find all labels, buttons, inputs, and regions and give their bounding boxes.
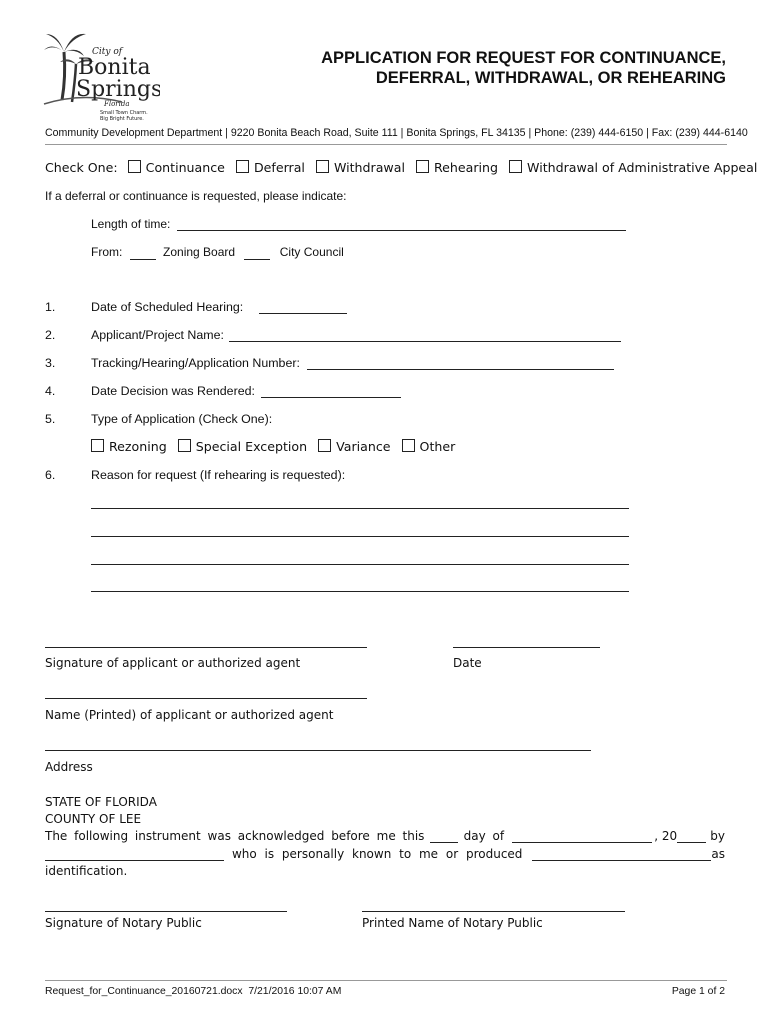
footer-divider bbox=[45, 980, 727, 981]
item-3-label: Tracking/Hearing/Application Number: bbox=[91, 356, 300, 370]
notary-person-field[interactable] bbox=[45, 847, 224, 861]
footer-page-number: Page 1 of 2 bbox=[671, 986, 725, 997]
notary-month-field[interactable] bbox=[512, 829, 652, 843]
notary-signature-label: Signature of Notary Public bbox=[45, 916, 202, 930]
withdrawal-admin-appeal-label: Withdrawal of Administrative Appeal bbox=[527, 160, 758, 175]
address-field[interactable] bbox=[45, 750, 591, 751]
applicant-project-name-field[interactable] bbox=[229, 341, 621, 342]
tracking-number-field[interactable] bbox=[307, 369, 614, 370]
logo-city-of: City of bbox=[92, 47, 123, 57]
withdrawal-admin-appeal-checkbox[interactable] bbox=[509, 160, 522, 173]
notary-line1-text-d: by bbox=[710, 829, 725, 843]
special-exception-checkbox[interactable] bbox=[178, 439, 191, 452]
scheduled-hearing-date-field[interactable] bbox=[259, 313, 347, 314]
deferral-prompt: If a deferral or continuance is requested, please indicate: bbox=[45, 189, 347, 203]
length-of-time-label: Length of time: bbox=[91, 217, 171, 231]
page-title bbox=[200, 48, 726, 88]
date-label: Date bbox=[453, 656, 482, 670]
item-1-number: 1. bbox=[45, 300, 56, 314]
rezoning-checkbox[interactable] bbox=[91, 439, 104, 452]
signature-date-field[interactable] bbox=[453, 647, 600, 648]
other-label: Other bbox=[419, 439, 456, 454]
continuance-label: Continuance bbox=[145, 160, 225, 175]
reason-line-3[interactable] bbox=[91, 564, 629, 565]
city-council-blank[interactable] bbox=[244, 245, 270, 260]
notary-line1-text-c: , 20 bbox=[654, 829, 678, 843]
notary-line1-text-b: day of bbox=[463, 829, 505, 843]
palm-tree-icon bbox=[42, 22, 160, 122]
item-2-number: 2. bbox=[45, 328, 56, 342]
deferral-label: Deferral bbox=[253, 160, 305, 175]
item-4-number: 4. bbox=[45, 384, 56, 398]
zoning-board-label: Zoning Board bbox=[163, 245, 236, 259]
name-printed-field[interactable] bbox=[45, 698, 367, 699]
decision-rendered-date-field[interactable] bbox=[261, 397, 401, 398]
logo-florida: Florida bbox=[104, 100, 130, 108]
zoning-board-blank[interactable] bbox=[130, 245, 156, 260]
header-divider bbox=[45, 144, 727, 145]
deferral-checkbox[interactable] bbox=[236, 160, 249, 173]
continuance-checkbox[interactable] bbox=[128, 160, 141, 173]
item-5-number: 5. bbox=[45, 412, 56, 426]
notary-county: COUNTY OF LEE bbox=[45, 812, 142, 826]
notary-day-field[interactable] bbox=[430, 829, 457, 843]
notary-line2-text-a: who is personally known to me or produced bbox=[231, 847, 523, 861]
reason-line-4[interactable] bbox=[91, 591, 629, 592]
from-row bbox=[91, 245, 344, 260]
item-3-number: 3. bbox=[45, 356, 56, 370]
notary-state: STATE OF FLORIDA bbox=[45, 795, 157, 809]
address-label: Address bbox=[45, 760, 93, 774]
notary-printed-name-field[interactable] bbox=[362, 911, 625, 912]
variance-label: Variance bbox=[336, 439, 391, 454]
logo-tagline-2: Big Bright Future. bbox=[100, 116, 144, 122]
rehearing-checkbox[interactable] bbox=[416, 160, 429, 173]
length-of-time-field[interactable] bbox=[177, 230, 626, 231]
item-5-label: Type of Application (Check One): bbox=[91, 412, 273, 426]
check-one-row bbox=[45, 160, 764, 175]
notary-line-3: identification. bbox=[45, 864, 128, 878]
item-1-label: Date of Scheduled Hearing: bbox=[91, 300, 244, 314]
other-checkbox[interactable] bbox=[402, 439, 415, 452]
notary-line-1 bbox=[45, 829, 725, 843]
notary-id-type-field[interactable] bbox=[532, 847, 711, 861]
name-printed-label: Name (Printed) of applicant or authorized agent bbox=[45, 708, 334, 722]
variance-checkbox[interactable] bbox=[318, 439, 331, 452]
city-council-label: City Council bbox=[279, 245, 344, 259]
logo-springs: Springs bbox=[76, 77, 160, 102]
city-logo bbox=[42, 22, 160, 122]
item-4-label: Date Decision was Rendered: bbox=[91, 384, 255, 398]
title-line-1: APPLICATION FOR REQUEST FOR CONTINUANCE, bbox=[321, 49, 726, 67]
department-contact-line: Community Development Department | 9220 Bonita Beach Road, Suite 111 | Bonita Springs, FL 34135 | Phone: (239) 444-6150 | Fax: (239) 444-6140 bbox=[45, 127, 748, 139]
item-2-label: Applicant/Project Name: bbox=[91, 328, 224, 342]
title-line-2: DEFERRAL, WITHDRAWAL, OR REHEARING bbox=[375, 69, 726, 87]
item-6-number: 6. bbox=[45, 468, 56, 482]
notary-line1-text-a: The following instrument was acknowledged before me this bbox=[45, 829, 425, 843]
signature-label: Signature of applicant or authorized agent bbox=[45, 656, 301, 670]
reason-line-2[interactable] bbox=[91, 536, 629, 537]
notary-line2-text-b: as bbox=[711, 847, 725, 861]
notary-line-2 bbox=[45, 847, 725, 861]
logo-tagline-1: Small Town Charm. bbox=[100, 110, 148, 116]
rehearing-label: Rehearing bbox=[433, 160, 498, 175]
application-type-row bbox=[91, 439, 462, 454]
footer-filename: Request_for_Continuance_20160721.docx 7/21/2016 10:07 AM bbox=[45, 986, 342, 997]
reason-line-1[interactable] bbox=[91, 508, 629, 509]
notary-printed-name-label: Printed Name of Notary Public bbox=[362, 916, 543, 930]
logo-bonita: Bonita bbox=[78, 55, 151, 80]
from-label: From: bbox=[91, 245, 123, 259]
special-exception-label: Special Exception bbox=[195, 439, 308, 454]
item-6-label: Reason for request (If rehearing is requested): bbox=[91, 468, 346, 482]
withdrawal-label: Withdrawal bbox=[333, 160, 405, 175]
notary-year-field[interactable] bbox=[677, 829, 706, 843]
withdrawal-checkbox[interactable] bbox=[316, 160, 329, 173]
applicant-signature-field[interactable] bbox=[45, 647, 367, 648]
rezoning-label: Rezoning bbox=[109, 439, 167, 454]
check-one-label: Check One: bbox=[45, 160, 118, 175]
notary-signature-field[interactable] bbox=[45, 911, 287, 912]
